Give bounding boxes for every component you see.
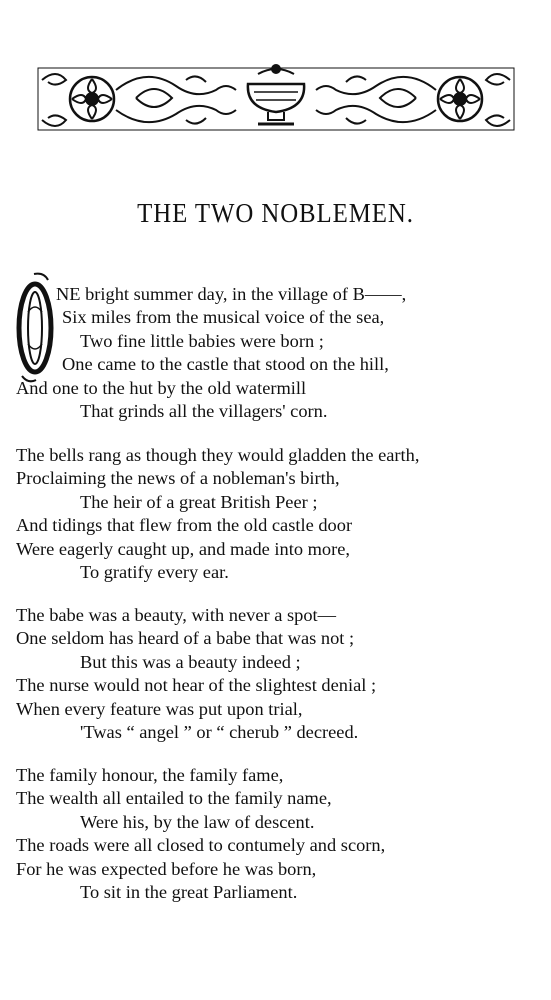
poem-line: To gratify every ear. (80, 562, 229, 582)
poem-line: The family honour, the family fame, (16, 765, 284, 785)
poem-line: The roads were all closed to contumely and scorn, (16, 835, 386, 856)
poem-line: Were eagerly caught up, and made into more, (16, 538, 351, 559)
poem-line: The heir of a great British Peer ; (80, 491, 318, 512)
poem-line: The babe was a beauty, with never a spot— (16, 605, 337, 625)
poem-line: When every feature was put upon trial, (16, 698, 303, 719)
poem-line: That grinds all the villagers' corn. (80, 401, 328, 421)
poem-line: The bells rang as though they would gladden the earth, (16, 445, 420, 465)
poem-line: But this was a beauty indeed ; (80, 651, 301, 672)
poem-line: One came to the castle that stood on the hill, (62, 354, 389, 375)
poem-line: NE bright summer day, in the village of B——, (56, 284, 407, 304)
poem-line: And tidings that flew from the old castle door (16, 515, 353, 536)
poem-line: Proclaiming the news of a nobleman's birth, (16, 468, 340, 489)
poem-line: The nurse would not hear of the slightest denial ; (16, 675, 377, 696)
poem-line: For he was expected before he was born, (16, 858, 317, 879)
poem-line: Six miles from the musical voice of the sea, (62, 307, 385, 328)
poem-line: One seldom has heard of a babe that was not ; (16, 628, 355, 649)
poem-line: Were his, by the law of descent. (80, 811, 315, 832)
poem-line: The wealth all entailed to the family name, (16, 788, 332, 809)
poem-line: And one to the hut by the old watermill (16, 377, 307, 398)
poem-line: To sit in the great Parliament. (80, 882, 298, 902)
poem-line: 'Twas “ angel ” or “ cherub ” decreed. (80, 722, 359, 742)
page-title: THE TWO NOBLEMEN. (137, 198, 414, 228)
poem-line: Two fine little babies were born ; (80, 330, 324, 351)
